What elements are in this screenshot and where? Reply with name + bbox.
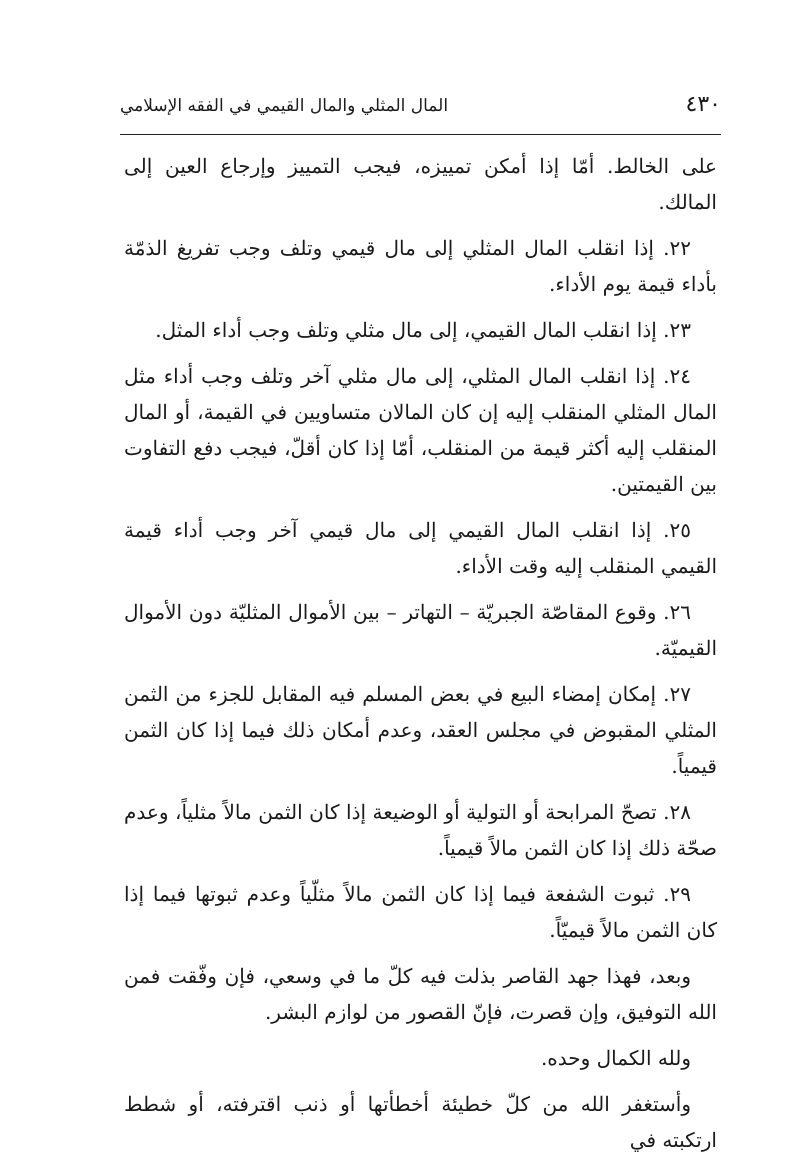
paragraph-closing: وبعد، فهذا جهد القاصر بذلت فيه كلّ ما في وسعي، فإن وفّقت فمن الله التوفيق، وإن قصرت، فإنّ القصور من لوازم البشر. <box>124 964 717 1024</box>
paragraph-item-28: ٢٨. تصحّ المرابحة أو التولية أو الوضيعة إذا كان الثمن مالاً مثلياً، وعدم صحّة ذلك إذا كان الثمن مالاً قيمياً. <box>124 800 717 860</box>
paragraph-item-26: ٢٦. وقوع المقاصّة الجبريّة – التهاتر – بين الأموال المثليّة دون الأموال القيميّة. <box>124 600 717 660</box>
paragraph-repentance: وأستغفر الله من كلّ خطيئة أخطأتها أو ذنب اقترفته، أو شطط ارتكبته في <box>124 1092 717 1152</box>
paragraph-item-27: ٢٧. إمكان إمضاء البيع في بعض المسلم فيه المقابل للجزء من الثمن المثلي المقبوض في مجلس العقد، وعدم أمكان ذلك فيما إذا كان الثمن قيمياً. <box>124 682 717 778</box>
page-header <box>120 86 721 132</box>
paragraph-item-25: ٢٥. إذا انقلب المال القيمي إلى مال قيمي آخر وجب أداء قيمة القيمي المنقلب إليه وقت الأداء. <box>124 518 717 578</box>
paragraph-item-29: ٢٩. ثبوت الشفعة فيما إذا كان الثمن مالاً مثلّياً وعدم ثبوتها فيما إذا كان الثمن مالاً قيميّاً. <box>124 882 717 942</box>
paragraph-item-23: ٢٣. إذا انقلب المال القيمي، إلى مال مثلي وتلف وجب أداء المثل. <box>155 318 691 342</box>
header-divider <box>120 134 721 135</box>
running-title: المال المثلي والمال القيمي في الفقه الإسلامي <box>120 96 449 116</box>
body-text <box>124 148 717 1168</box>
page-number: ٤٣٠ <box>685 92 721 117</box>
paragraph-item-22: ٢٢. إذا انقلب المال المثلي إلى مال قيمي وتلف وجب تفريغ الذمّة بأداء قيمة يوم الأداء. <box>124 236 717 296</box>
paragraph-continuation: على الخالط. أمّا إذا أمكن تمييزه، فيجب التمييز وإرجاع العين إلى المالك. <box>124 154 717 214</box>
paragraph-praise: ولله الكمال وحده. <box>540 1046 691 1070</box>
paragraph-item-24: ٢٤. إذا انقلب المال المثلي، إلى مال مثلي آخر وتلف وجب أداء مثل المال المثلي المنقلب إليه إن كان المالان متساويين في القيمة، أو المال المنقلب إليه أكثر قيمة من المنقلب، أمّا إذا كان أقلّ، فيجب دفع التفاوت بين القيمتين. <box>124 364 717 496</box>
